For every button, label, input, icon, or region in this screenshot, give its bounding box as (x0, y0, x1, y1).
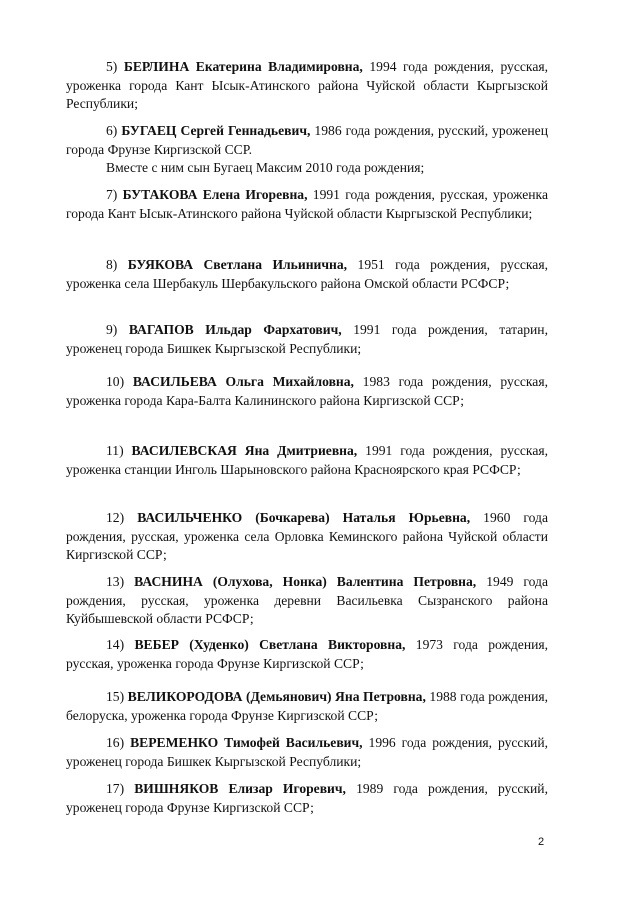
entry-number: 11) (106, 443, 124, 458)
person-name: ВАСИЛЬЧЕНКО (Бочкарева) Наталья Юрьевна, (137, 510, 471, 525)
person-details: 1983 года рождения, русская, уроженка города Кара-Балта Калининского района Киргизской ССР; (66, 374, 548, 408)
entry-paragraph (66, 442, 548, 479)
entry-number: 13) (106, 574, 125, 589)
list-entry (66, 509, 548, 565)
person-name: БЕРЛИНА Екатерина Владимировна, (123, 59, 363, 74)
list-entry (66, 58, 548, 114)
person-details: 1996 года рождения, русский, уроженец города Бишкек Кыргызской Республики; (66, 735, 548, 769)
person-name: ВАСИЛЬЕВА Ольга Михайловна, (132, 374, 354, 389)
person-name: ВАГАПОВ Ильдар Фархатович, (128, 322, 342, 337)
entry-paragraph (66, 373, 548, 410)
list-entry (66, 256, 548, 293)
entry-number: 14) (106, 637, 125, 652)
entry-paragraph (66, 780, 548, 817)
person-details: 1951 года рождения, русская, уроженка села Шербакуль Шербакульского района Омской области РСФСР; (66, 257, 548, 291)
entry-number: 5) (106, 59, 118, 74)
person-details: 1994 года рождения, русская, уроженка города Кант Ысык-Атинского района Чуйской области Кыргызской Республики; (66, 59, 549, 112)
entry-number: 6) (106, 123, 118, 138)
list-entry (66, 186, 548, 223)
entry-paragraph (66, 321, 548, 358)
person-name: ВЕБЕР (Худенко) Светлана Викторовна, (134, 637, 406, 652)
person-name: БУЯКОВА Светлана Ильинична, (127, 257, 348, 272)
entry-paragraph (66, 122, 548, 159)
person-details: 1988 года рождения, белоруска, уроженка города Фрунзе Киргизской ССР; (66, 689, 549, 723)
person-name: БУТАКОВА Елена Игоревна, (122, 187, 308, 202)
list-entry (66, 321, 548, 358)
entry-paragraph (66, 186, 548, 223)
list-entry (66, 373, 548, 410)
person-details: 1991 года рождения, русская, уроженка станции Инголь Шарыновского района Красноярского края РСФСР; (66, 443, 549, 477)
entry-paragraph (66, 688, 548, 725)
list-entry (66, 122, 548, 178)
person-name: ВЕРЕМЕНКО Тимофей Васильевич, (130, 735, 363, 750)
list-entry (66, 780, 548, 817)
list-entry (66, 442, 548, 479)
entry-paragraph (66, 58, 548, 114)
entry-number: 8) (106, 257, 118, 272)
entry-number: 15) (106, 689, 125, 704)
person-details: 1986 года рождения, русский, уроженец города Фрунзе Киргизской ССР. (66, 123, 548, 157)
entry-number: 7) (106, 187, 118, 202)
entry-note: Вместе с ним сын Бугаец Максим 2010 года рождения; (106, 160, 425, 176)
person-details: 1960 года рождения, русская, уроженка села Орловка Кеминского района Чуйской области Киргизской ССР; (66, 510, 549, 563)
list-entry (66, 573, 548, 629)
person-name: ВЕЛИКОРОДОВА (Демьянович) Яна Петровна, (127, 689, 426, 704)
entry-paragraph (66, 256, 548, 293)
person-name: БУГАЕЦ Сергей Геннадьевич, (121, 123, 311, 138)
person-details: 1991 года рождения, татарин, уроженец города Бишкек Кыргызской Республики; (66, 322, 548, 356)
person-name: ВАСИЛЕВСКАЯ Яна Дмитриевна, (131, 443, 358, 458)
page-number: 2 (538, 836, 545, 848)
entry-paragraph (66, 636, 548, 673)
list-entry (66, 636, 548, 673)
person-details: 1973 года рождения, русская, уроженка города Фрунзе Киргизской ССР; (66, 637, 549, 671)
person-name: ВАСНИНА (Олухова, Нонка) Валентина Петровна, (134, 574, 477, 589)
entry-number: 16) (106, 735, 125, 750)
list-entry (66, 688, 548, 725)
entry-paragraph (66, 509, 548, 565)
person-name: ВИШНЯКОВ Елизар Игоревич, (134, 781, 346, 796)
entry-number: 9) (106, 322, 118, 337)
entry-number: 17) (106, 781, 125, 796)
entry-paragraph (66, 573, 548, 629)
entry-number: 12) (106, 510, 125, 525)
entry-number: 10) (106, 374, 125, 389)
list-entry (66, 734, 548, 771)
person-details: 1989 года рождения, русский, уроженец города Фрунзе Киргизской ССР; (66, 781, 548, 815)
person-details: 1949 года рождения, русская, уроженка деревни Васильевка Сызранского района Куйбышевской области РСФСР; (66, 574, 548, 627)
entry-paragraph (66, 734, 548, 771)
person-details: 1991 года рождения, русская, уроженка города Кант Ысык-Атинского района Чуйской области Кыргызской Республики; (66, 187, 548, 221)
